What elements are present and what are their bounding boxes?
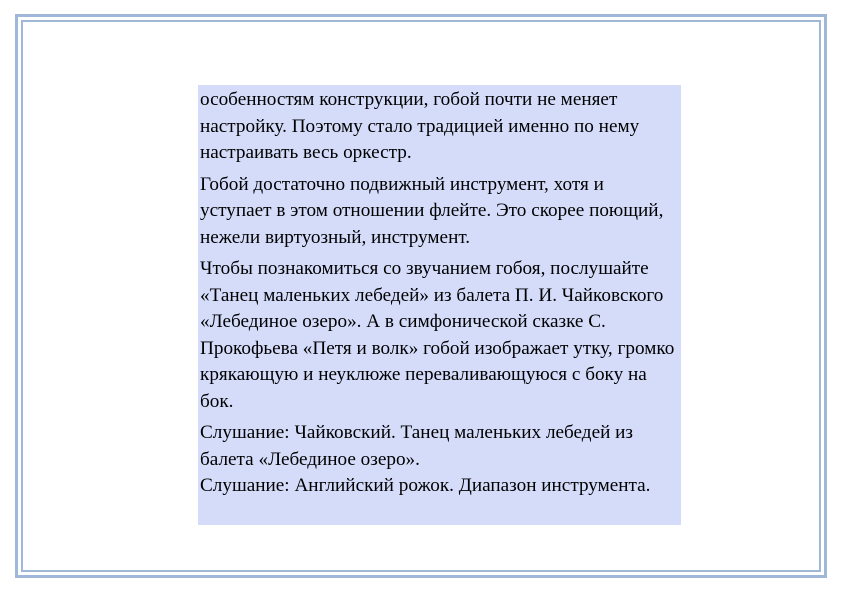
paragraph-listening-english-horn: Слушание: Английский рожок. Диапазон инструмента. xyxy=(200,475,651,496)
paragraph-oboe-tuning: особенностям конструкции, гобой почти не меняет настройку. Поэтому стало традицией именно по нему настраивать весь оркестр. xyxy=(200,89,640,163)
paragraph-oboe-listening: Чтобы познакомиться со звучанием гобоя, послушайте «Танец маленьких лебедей» из балета П. И. Чайковского «Лебединое озеро». А в симфонической сказке С. Прокофьева «Петя и волк» гобой изображает утку, громко крякающую и неуклюже переваливающуюся с боку на бок. xyxy=(200,258,675,412)
paragraph-listening-tchaikovsky: Слушание: Чайковский. Танец маленьких лебедей из балета «Лебединое озеро». xyxy=(200,422,634,470)
paragraph-oboe-mobility: Гобой достаточно подвижный инструмент, хотя и уступает в этом отношении флейте. Это скорее поющий, нежели виртуозный, инструмент. xyxy=(200,173,664,248)
text-box xyxy=(198,85,681,525)
